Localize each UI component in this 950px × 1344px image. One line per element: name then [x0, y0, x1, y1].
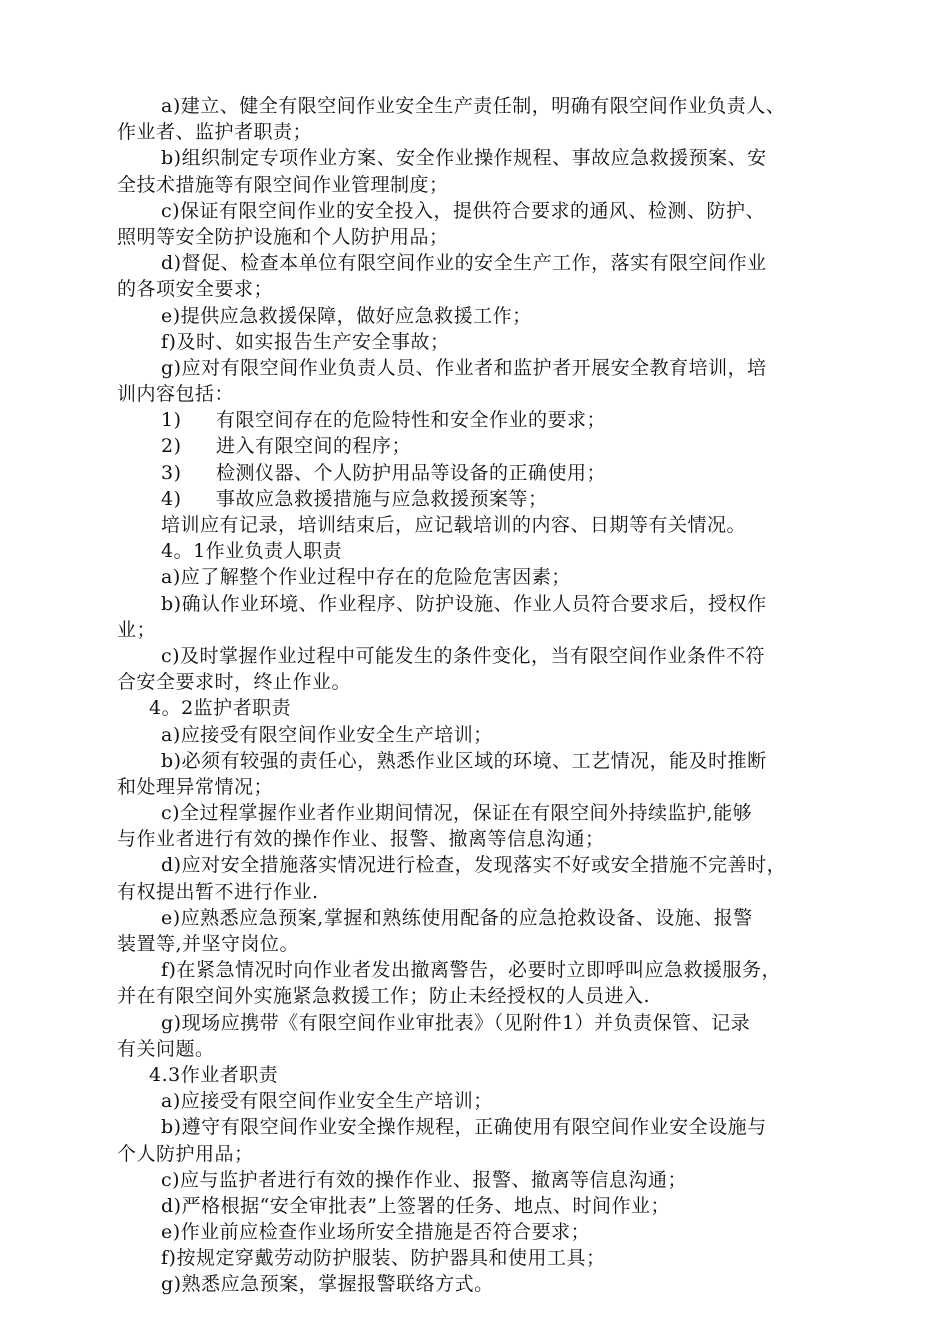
- para-g-line1: g)应对有限空间作业负责人员、作业者和监护者开展安全教育培训，培: [161, 356, 767, 379]
- para-a-line2: 作业者、监护者职责；: [117, 121, 313, 144]
- training-item-text: 有限空间存在的危险特性和安全作业的要求；: [216, 409, 607, 432]
- s42-c-line2: 与作业者进行有效的操作作业、报警、撤离等信息沟通；: [117, 828, 605, 851]
- s42-a-line1: a)应接受有限空间作业安全生产培训；: [161, 723, 493, 746]
- training-item-number: 4): [161, 487, 182, 510]
- s42-d-line1: d)应对安全措施落实情况进行检查，发现落实不好或安全措施不完善时，: [161, 854, 787, 877]
- para-c-line2: 照明等安全防护设施和个人防护用品；: [117, 225, 449, 248]
- para-a-line1: a)建立、健全有限空间作业安全生产责任制，明确有限空间作业负责人、: [161, 95, 786, 117]
- para-e-line1: e)提供应急救援保障，做好应急救援工作；: [161, 304, 532, 327]
- training-item-number: 1): [161, 409, 182, 432]
- s42-f-line2: 并在有限空间外实施紧急救援工作；防止未经授权的人员进入.: [117, 985, 651, 1008]
- s43-d-line1: d)严格根据“安全审批表”上签署的任务、地点、时间作业；: [161, 1194, 671, 1217]
- s42-f-line1: f)在紧急情况时向作业者发出撤离警告，必要时立即呼叫应急救援服务，: [161, 959, 781, 982]
- s42-b-line1: b)必须有较强的责任心，熟悉作业区域的环境、工艺情况，能及时推断: [161, 749, 767, 772]
- s43-b-line1: b)遵守有限空间作业安全操作规程，正确使用有限空间作业安全设施与: [161, 1116, 767, 1139]
- para-b-line2: 全技术措施等有限空间作业管理制度；: [117, 173, 449, 196]
- s41-a-line1: a)应了解整个作业过程中存在的危险危害因素；: [161, 566, 571, 589]
- para-d-line2: 的各项安全要求；: [117, 278, 274, 301]
- para-d-line1: d)督促、检查本单位有限空间作业的安全生产工作，落实有限空间作业: [161, 252, 767, 275]
- s42-e-line2: 装置等,并坚守岗位。: [117, 933, 300, 955]
- s43-f-line1: f)按规定穿戴劳动防护服装、防护器具和使用工具；: [161, 1247, 606, 1270]
- training-item: [117, 486, 855, 512]
- s41-b-line1: b)确认作业环境、作业程序、防护设施、作业人员符合要求后，授权作: [161, 592, 767, 615]
- s43-g-line1: g)熟悉应急预案，掌握报警联络方式。: [161, 1273, 494, 1296]
- section-4-1-heading: 4。1作业负责人职责: [161, 540, 343, 563]
- training-item-number: 3): [161, 461, 182, 484]
- s43-a-line1: a)应接受有限空间作业安全生产培训；: [161, 1090, 493, 1113]
- section-4-3-heading: 4.3作业者职责: [149, 1063, 279, 1086]
- s42-b-line2: 和处理异常情况；: [117, 775, 274, 798]
- s42-d-line2: 有权提出暂不进行作业.: [117, 880, 319, 903]
- s43-b-line2: 个人防护用品；: [117, 1142, 254, 1165]
- s41-c-line2: 合安全要求时，终止作业。: [117, 671, 352, 694]
- s41-c-line1: c)及时掌握作业过程中可能发生的条件变化，当有限空间作业条件不符: [161, 644, 766, 667]
- s42-g-line1: g)现场应携带《有限空间作业审批表》（见附件1）并负责保管、记录: [161, 1011, 751, 1034]
- para-f-line1: f)及时、如实报告生产安全事故；: [161, 330, 450, 353]
- s42-c-line1: c)全过程掌握作业者作业期间情况，保证在有限空间外持续监护,能够: [161, 802, 753, 825]
- s43-c-line1: c)应与监护者进行有效的操作作业、报警、撤离等信息沟通；: [161, 1168, 688, 1191]
- section-4-2-heading: 4。2监护者职责: [149, 697, 292, 720]
- training-item: [117, 460, 855, 486]
- training-item: [117, 433, 855, 459]
- training-item-text: 进入有限空间的程序；: [216, 435, 412, 458]
- para-g-line2: 训内容包括：: [117, 383, 235, 406]
- training-item: [117, 407, 855, 433]
- para-b-line1: b)组织制定专项作业方案、安全作业操作规程、事故应急救援预案、安: [161, 147, 767, 170]
- para-c-line1: c)保证有限空间作业的安全投入，提供符合要求的通风、检测、防护、: [161, 199, 766, 222]
- training-item-number: 2): [161, 435, 182, 458]
- training-note: 培训应有记录，培训结束后，应记载培训的内容、日期等有关情况。: [161, 514, 747, 536]
- s42-g-line2: 有关问题。: [117, 1037, 215, 1060]
- training-item-text: 事故应急救援措施与应急救援预案等；: [216, 487, 548, 510]
- s41-b-line2: 业；: [117, 618, 157, 641]
- s42-e-line1: e)应熟悉应急预案,掌握和熟练使用配备的应急抢救设备、设施、报警: [161, 906, 753, 929]
- training-item-text: 检测仪器、个人防护用品等设备的正确使用；: [216, 461, 607, 484]
- s43-e-line1: e)作业前应检查作业场所安全措施是否符合要求；: [161, 1221, 591, 1244]
